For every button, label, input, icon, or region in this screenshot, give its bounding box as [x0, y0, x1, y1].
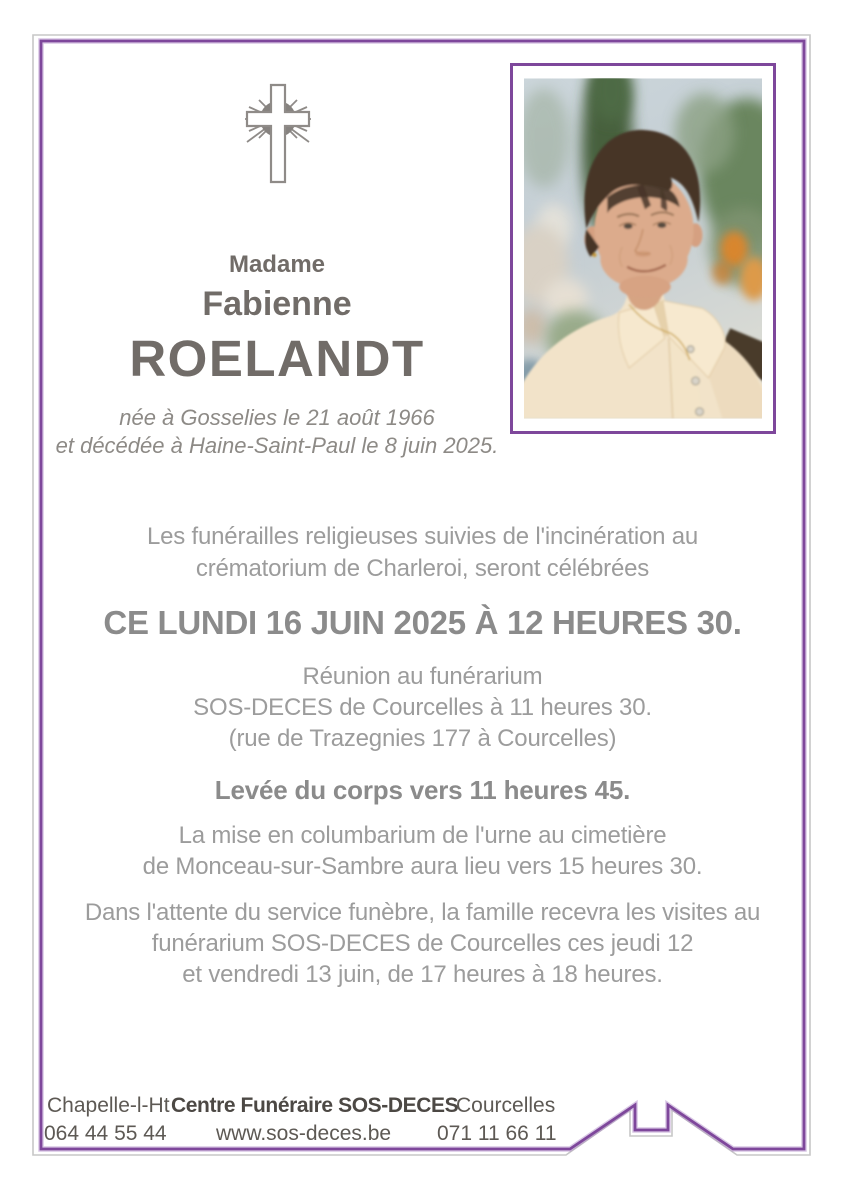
intro-line: crématorium de Charleroi, seront célébrées [195, 555, 650, 582]
meeting-line: Réunion au funérarium [302, 663, 543, 690]
visits-line: funérarium SOS-DECES de Courcelles ces jeudi 12 [151, 930, 694, 957]
columbarium-line: de Monceau-sur-Sambre aura lieu vers 15 heures 30. [142, 853, 703, 880]
radiant-cross-icon [233, 78, 323, 190]
footer-company-name: Centre Funéraire SOS-DECES [171, 1094, 459, 1117]
footer-phone-left: 064 44 55 44 [44, 1122, 167, 1145]
meeting-line: (rue de Trazegnies 177 à Courcelles) [228, 725, 617, 752]
visits-line: Dans l'attente du service funèbre, la famille recevra les visites au [84, 899, 761, 926]
deceased-first-name: Fabienne [202, 285, 352, 323]
footer-location-right: Courcelles [456, 1094, 556, 1117]
footer-website: www.sos-deces.be [216, 1122, 392, 1145]
ceremony-datetime: CE LUNDI 16 JUIN 2025 À 12 HEURES 30. [103, 604, 742, 641]
meeting-line: SOS-DECES de Courcelles à 11 heures 30. [193, 694, 652, 721]
intro-line: Les funérailles religieuses suivies de l'incinération au [146, 523, 699, 550]
portrait-photo-frame [510, 63, 776, 434]
footer-phone-right: 071 11 66 11 [437, 1122, 557, 1145]
deceased-honorific: Madame [228, 251, 326, 278]
body-removal-line: Levée du corps vers 11 heures 45. [214, 775, 631, 805]
cross-shape [247, 85, 309, 182]
visits-line: et vendredi 13 juin, de 17 heures à 18 heures. [182, 961, 663, 988]
footer-location-left: Chapelle-l-Ht [47, 1094, 170, 1117]
birth-line: née à Gosselies le 21 août 1966 [119, 405, 435, 430]
portrait-photo [524, 77, 762, 420]
death-line: et décédée à Haine-Saint-Paul le 8 juin 2025. [55, 433, 499, 458]
deceased-last-name: ROELANDT [129, 330, 425, 387]
columbarium-line: La mise en columbarium de l'urne au cimetière [178, 822, 667, 849]
